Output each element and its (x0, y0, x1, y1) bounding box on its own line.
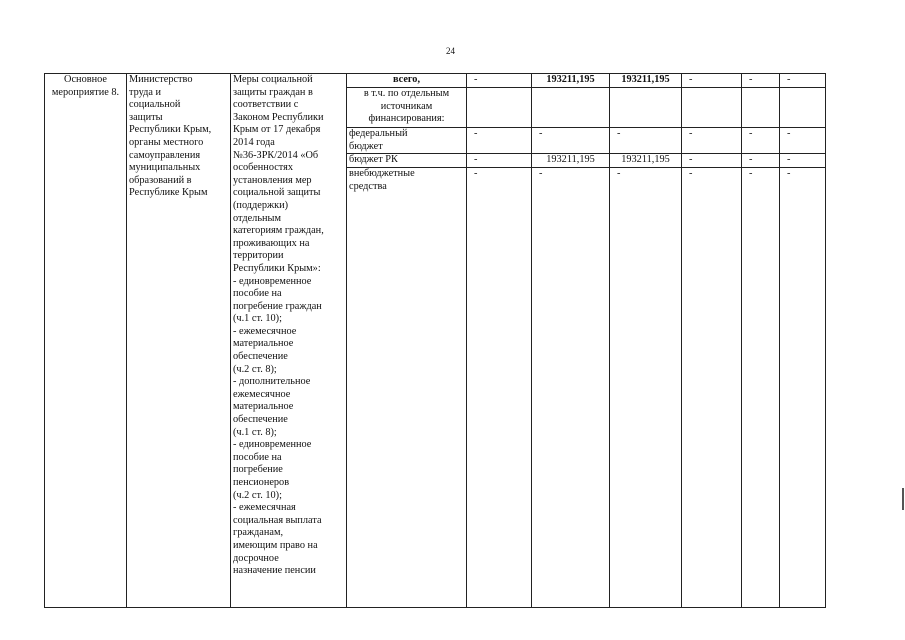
funding-value-cell: - (742, 74, 780, 88)
funding-value-cell: - (780, 154, 826, 168)
executor-cell: Министерство труда и социальной защиты Республики Крым, органы местного самоуправления муниципальных образований в Республике Крым (127, 74, 231, 608)
funding-value-cell: - (682, 128, 742, 154)
event-name-cell: Основное мероприятие 8. (45, 74, 127, 608)
funding-value-cell (532, 88, 610, 128)
funding-source-label: внебюджетные средства (347, 168, 467, 608)
funding-value-cell: - (467, 168, 532, 608)
funding-value-cell: 193211,195 (532, 74, 610, 88)
funding-value-cell (742, 88, 780, 128)
funding-value-cell (467, 88, 532, 128)
funding-value-cell: - (532, 128, 610, 154)
funding-value-cell: - (682, 168, 742, 608)
funding-value-cell: - (742, 168, 780, 608)
measure-description-cell: Меры социальной защиты граждан в соответствии с Законом Республики Крым от 17 декабря 2014 года №36-ЗРК/2014 «Об особенностях установления мер социальной защиты (поддержки) отдельным категориям граждан, проживающих на территории Республики Крым»: - единовременное пособие на погребение граждан (ч.1 ст. 10); - ежемесячное материальное обеспечение (ч.2 ст. 8); - дополнительное ежемесячное материальное обеспечение (ч.1 ст. 8); - единовременное пособие на погребение пенсионеров (ч.2 ст. 10); - ежемесячная социальная выплата гражданам, имеющим право на досрочное назначение пенсии (231, 74, 347, 608)
funding-value-cell: - (610, 128, 682, 154)
funding-source-label: всего, (347, 74, 467, 88)
funding-source-label: федеральный бюджет (347, 128, 467, 154)
funding-value-cell: - (610, 168, 682, 608)
funding-value-cell: - (780, 128, 826, 154)
funding-value-cell: - (467, 128, 532, 154)
budget-table (44, 73, 826, 608)
funding-value-cell: - (780, 74, 826, 88)
funding-value-cell: - (682, 74, 742, 88)
funding-source-label: в т.ч. по отдельным источникам финансирования: (347, 88, 467, 128)
scan-edge-mark (902, 488, 904, 510)
funding-value-cell: - (467, 154, 532, 168)
funding-value-cell (610, 88, 682, 128)
funding-value-cell: - (742, 128, 780, 154)
funding-value-cell: 193211,195 (610, 154, 682, 168)
funding-source-label: бюджет РК (347, 154, 467, 168)
funding-value-cell: - (780, 168, 826, 608)
funding-value-cell (780, 88, 826, 128)
funding-value-cell (682, 88, 742, 128)
funding-value-cell: - (682, 154, 742, 168)
funding-value-cell: 193211,195 (610, 74, 682, 88)
funding-value-cell: - (532, 168, 610, 608)
funding-row-total (45, 74, 826, 88)
funding-value-cell: 193211,195 (532, 154, 610, 168)
page-number: 24 (446, 46, 455, 56)
funding-value-cell: - (467, 74, 532, 88)
funding-value-cell: - (742, 154, 780, 168)
